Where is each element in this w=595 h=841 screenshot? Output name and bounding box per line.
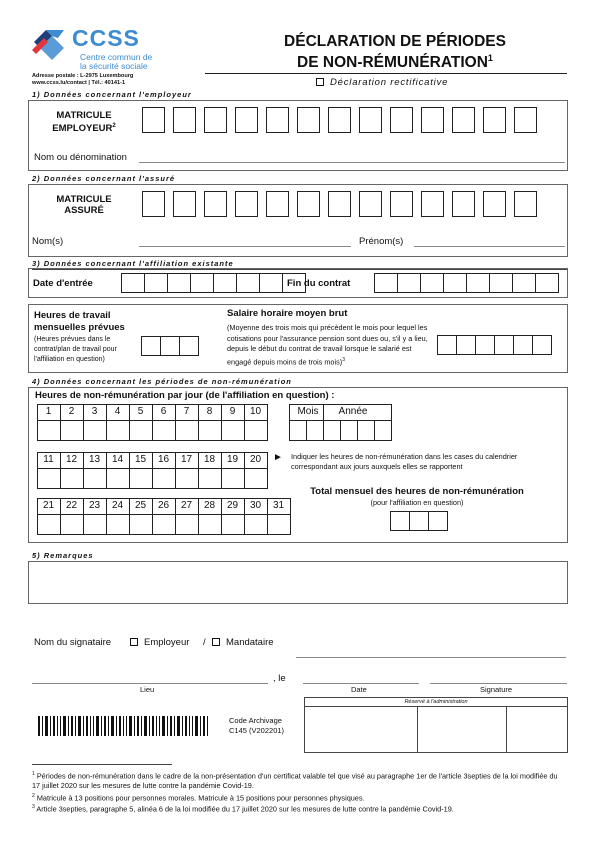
matricule-employeur-input[interactable] [142, 107, 545, 133]
calendar-grid-row3[interactable] [37, 498, 291, 535]
salaire-horaire-note: (Moyenne des trois mois qui précèdent le mois pour lequel les cotisations pour l'assurance pension sont dues ou, s'il y a lieu, depuis le début du contrat de travail lorsque le salarié est engagé depuis moins de trois mois)$^3$ [227, 323, 428, 366]
noms-field[interactable] [139, 246, 351, 247]
section4-box [28, 387, 568, 543]
lieu-field[interactable] [32, 683, 268, 684]
date-entree-input[interactable] [121, 273, 306, 293]
reserve-admin-label: Réservé à l'administration [305, 698, 567, 707]
prenoms-field[interactable] [414, 246, 565, 247]
checkbox-icon[interactable] [316, 78, 324, 86]
calendar-grid-row1[interactable] [37, 404, 268, 441]
section2-header: 2) Données concernant l'assuré [32, 174, 568, 185]
employeur-option[interactable]: Employeur [130, 637, 189, 648]
footnote-1: $^1$ Périodes de non-rémunération dans le cadre de la non-présentation d'un certificat valable tel que visé au paragraphe 1er de l'article 3septies de la loi modifiée du 17 juillet 2020 sur les mesures de lutte contre la pandémie Covid-19. [32, 771, 558, 791]
nom-signataire-field[interactable] [296, 657, 566, 658]
signature-field[interactable] [430, 683, 567, 684]
logo-subtitle: Centre commun de la sécurité sociale [80, 52, 153, 71]
section3-dates-box [28, 268, 568, 298]
nom-denomination-field[interactable] [139, 162, 565, 163]
calendar-days-row3: 21 22 23 24 25 26 27 28 29 30 31 [42, 500, 285, 511]
mois-label: Mois [297, 406, 319, 417]
mandataire-option[interactable]: Mandataire [212, 637, 274, 648]
annee-label: Année [338, 406, 368, 417]
section5-header: 5) Remarques [32, 551, 568, 562]
nom-signataire-label: Nom du signataire [34, 637, 112, 648]
fin-contrat-label: Fin du contrat [287, 278, 351, 289]
total-mensuel-sub: (pour l'affiliation en question) [370, 498, 464, 507]
calendar-days-row2: 11 12 13 14 15 16 17 18 19 20 [43, 454, 262, 465]
calendar-indication: Indiquer les heures de non-rémunération dans les cases du calendrier correspondant aux jours auxquels elles se rapportent [291, 452, 518, 471]
nom-denomination-label: Nom ou dénomination [34, 152, 127, 163]
title-divider [205, 73, 567, 74]
heures-travail-input[interactable] [141, 336, 199, 356]
footnote-3: $^3$ Article 3septies, paragraphe 5, alinéa 6 de la loi modifiée du 17 juillet 2020 sur les mesures de lutte contre la pandémie Covid-19. [32, 804, 454, 814]
date-label: Date [351, 685, 367, 694]
calendar-days-row1: 1 2 3 4 5 6 7 8 9 10 [45, 406, 262, 417]
section1-box [28, 100, 568, 171]
calendar-title: Heures de non-rémunération par jour (de l'affiliation en question) : [35, 390, 335, 401]
salaire-horaire-label: Salaire horaire moyen brut [227, 308, 348, 319]
salaire-horaire-input[interactable] [437, 335, 552, 355]
signature-label: Signature [480, 685, 513, 694]
heures-travail-note: (Heures prévues dans le contrat/plan de travail pour l'affiliation en question) [34, 336, 117, 363]
noms-label: Nom(s) [32, 236, 64, 247]
section1-header: 1) Données concernant l'employeur [32, 90, 568, 101]
matricule-assure-label: MATRICULE ASSURÉ [56, 194, 112, 216]
footnote-2: $^2$ Matricule à 13 positions pour personnes morales. Matricule à 15 positions pour personnes physiques. [32, 793, 365, 803]
code-archivage: Code Archivage C145 (V202201) [229, 716, 285, 735]
section2-box [28, 184, 568, 257]
postal-address: Adresse postale : L-2975 Luxembourg www.ccss.lu/contact | Tél.: 40141-1 [32, 73, 134, 86]
matricule-assure-input[interactable] [142, 191, 545, 217]
arrow-right-icon: ► [273, 452, 283, 463]
remarques-field[interactable] [28, 561, 568, 604]
ccss-logo-icon [32, 28, 66, 60]
lieu-label: Lieu [140, 685, 155, 694]
logo-text: CCSS [72, 25, 140, 51]
section4-header: 4) Données concernant les périodes de non-rémunération [32, 377, 568, 388]
total-mensuel-input[interactable] [390, 511, 448, 531]
date-field[interactable] [303, 683, 419, 684]
matricule-employeur-label: MATRICULE EMPLOYEUR$^2$ [52, 110, 116, 135]
calendar-grid-row2[interactable] [37, 452, 268, 489]
date-entree-label: Date d'entrée [33, 278, 93, 289]
section3-heures-box [28, 304, 568, 373]
slash-separator: / [203, 637, 206, 648]
rectificative-option[interactable]: Déclaration rectificative [316, 77, 448, 88]
fin-contrat-input[interactable] [374, 273, 559, 293]
footnote-divider [32, 764, 172, 765]
barcode [38, 716, 208, 736]
mois-annee-input[interactable] [289, 404, 392, 441]
prenoms-label: Prénom(s) [359, 236, 404, 247]
section3-header: 3) Données concernant l'affiliation existante [32, 259, 568, 270]
page-title: DÉCLARATION DE PÉRIODES DE NON-RÉMUNÉRATION$^1$ [284, 33, 506, 72]
checkbox-icon[interactable] [130, 638, 138, 646]
checkbox-icon[interactable] [212, 638, 220, 646]
total-mensuel-label: Total mensuel des heures de non-rémunération [310, 486, 524, 497]
le-label: , le [273, 673, 286, 684]
heures-travail-label: Heures de travail mensuelles prévues [34, 310, 125, 333]
admin-reserved-box [304, 697, 568, 753]
